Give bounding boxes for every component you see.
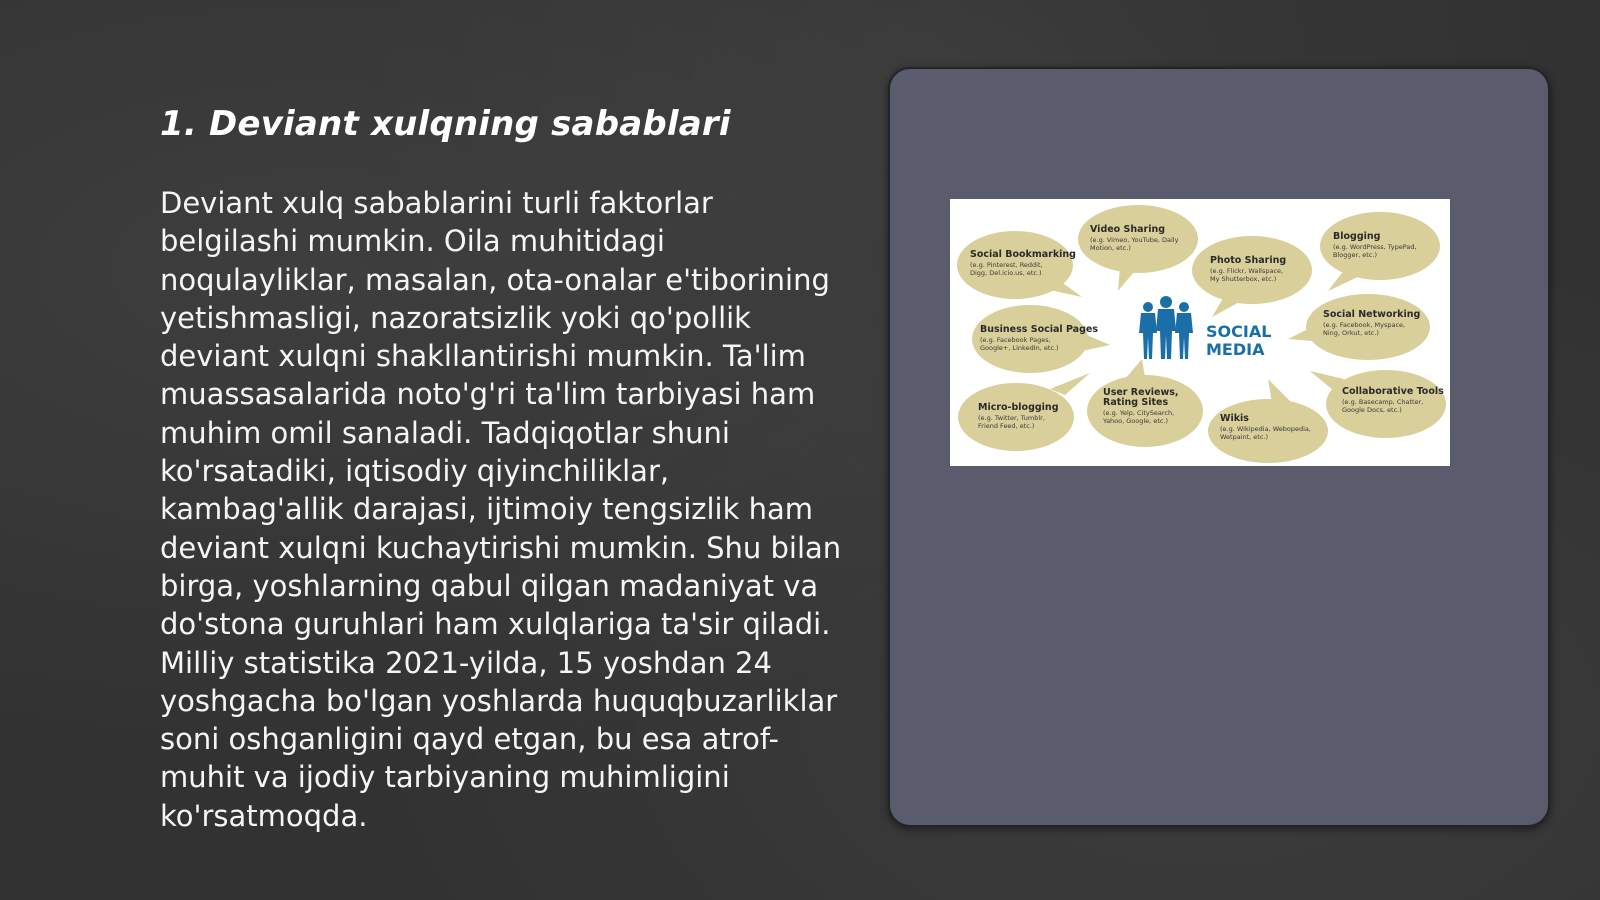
bubble-sub: Friend Feed, etc.) — [978, 422, 1035, 430]
social-media-diagram — [950, 199, 1450, 466]
bubble-title: Wikis — [1220, 413, 1249, 424]
bubble-sub: (e.g. Vimeo, YouTube, Daily — [1090, 236, 1179, 244]
bubble-sub: (e.g. Pinterest, Reddit, — [970, 261, 1043, 269]
bubble-sub: (e.g. Basecamp, Chatter, — [1342, 398, 1424, 406]
bubble-title: Micro-blogging — [978, 402, 1059, 413]
bubble-title: Video Sharing — [1090, 224, 1166, 235]
bubble-sub: Ning, Orkut, etc.) — [1323, 329, 1379, 337]
slide-title: 1. Deviant xulqning sabablari — [160, 104, 731, 144]
bubble-blogging — [1320, 212, 1440, 291]
bubble-sub: Google+, LinkedIn, etc.) — [980, 344, 1059, 352]
bubble-micro-blogging — [958, 373, 1090, 451]
bubble-sub: Yahoo, Google, etc.) — [1103, 417, 1169, 425]
bubble-sub: (e.g. WordPress, TypePad, — [1333, 243, 1417, 251]
people-icon — [1139, 296, 1193, 359]
bubble-social-bookmarking — [957, 231, 1082, 299]
bubble-sub: (e.g. Facebook, Myspace, — [1323, 321, 1406, 329]
bubble-sub: (e.g. Twitter, Tumblr, — [978, 414, 1045, 422]
bubble-sub: Digg, Del.icio.us, etc.) — [970, 269, 1042, 277]
bubble-sub: (e.g. Flickr, Wallspace, — [1210, 267, 1284, 275]
bubble-title: Social Networking — [1323, 309, 1421, 320]
bubble-collaborative-tools — [1310, 370, 1446, 438]
bubble-sub: (e.g. Wikipedia, Webopedia, — [1220, 425, 1311, 433]
bubble-sub: (e.g. Yelp, CitySearch, — [1103, 409, 1175, 417]
bubble-business-social-pages — [972, 305, 1110, 373]
center-label-social: SOCIAL — [1206, 322, 1272, 341]
bubble-title: Social Bookmarking — [970, 249, 1076, 260]
bubble-photo-sharing — [1192, 236, 1312, 317]
bubble-title: User Reviews, — [1103, 387, 1179, 398]
bubble-sub: Blogger, etc.) — [1333, 251, 1378, 259]
bubble-title: Blogging — [1333, 231, 1381, 242]
bubble-sub: Wetpaint, etc.) — [1220, 433, 1269, 441]
bubble-title: Collaborative Tools — [1342, 386, 1444, 397]
bubble-wikis — [1208, 379, 1328, 463]
slide-body-text: Deviant xulq sabablarini turli faktorlar belgilashi mumkin. Oila muhitidagi noqulayliklar, masalan, ota-onalar e'tiborining yetishmasligi, nazoratsizlik yoki qo'pollik deviant xulqni shakllantirishi mumkin. Ta'lim muassasalarida noto'g'ri ta'lim tarbiyasi ham muhim omil sanaladi. Tadqiqotlar shuni ko'rsatadiki, iqtisodiy qiyinchiliklar, kambag'allik darajasi, ijtimoiy tengsizlik ham deviant xulqni kuchaytirishi mumkin. Shu bilan birga, yoshlarning qabul qilgan madaniyat va do'stona guruhlari ham xulqlariga ta'sir qiladi. Milliy statistika 2021-yilda, 15 yoshdan 24 yoshgacha bo'lgan yoshlarda huquqbuzarliklar soni oshganligini qayd etgan, bu esa atrof-muhit va ijodiy tarbiyaning muhimligini ko'rsatmoqda. — [160, 186, 842, 833]
center-label-media: MEDIA — [1206, 340, 1265, 359]
bubble-title: Photo Sharing — [1210, 255, 1287, 266]
bubble-title-2: Rating Sites — [1103, 397, 1169, 408]
bubble-social-networking — [1288, 294, 1430, 360]
bubble-sub: Google Docs, etc.) — [1342, 406, 1402, 414]
bubble-sub: (e.g. Facebook Pages, — [980, 336, 1051, 344]
bubble-sub: My Shutterbox, etc.) — [1210, 275, 1277, 283]
bubble-sub: Motion, etc.) — [1090, 244, 1131, 252]
bubble-title: Business Social Pages — [980, 324, 1098, 335]
bubble-user-reviews — [1087, 359, 1203, 447]
bubble-video-sharing — [1078, 205, 1198, 291]
